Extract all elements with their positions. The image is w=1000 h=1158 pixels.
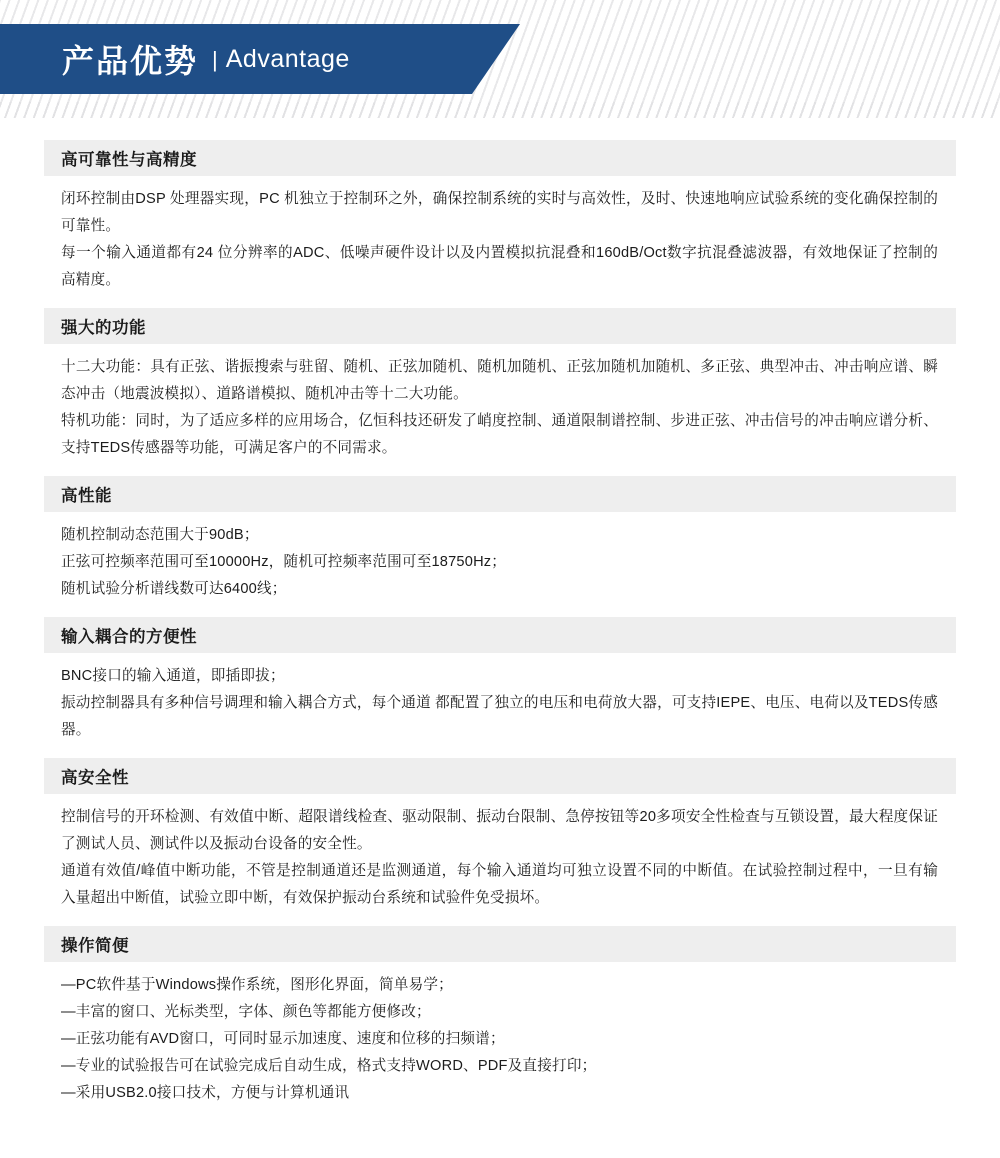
- section-body: [44, 962, 956, 1115]
- section-functions: [44, 308, 956, 470]
- section-safety: [44, 758, 956, 920]
- section-body: [44, 794, 956, 920]
- section-paragraph: 十二大功能：具有正弦、谐振搜索与驻留、随机、正弦加随机、随机加随机、正弦加随机加随机、多正弦、典型冲击、冲击响应谱、瞬态冲击（地震波模拟）、道路谱模拟、随机冲击等十二大功能。: [61, 359, 938, 402]
- section-paragraph: 通道有效值/峰值中断功能，不管是控制通道还是监测通道，每个输入通道均可独立设置不同的中断值。在试验控制过程中，一旦有输入量超出中断值，试验立即中断，有效保护振动台系统和试验件免受损坏。: [61, 863, 938, 906]
- section-paragraph: 控制信号的开环检测、有效值中断、超限谱线检查、驱动限制、振动台限制、急停按钮等20多项安全性检查与互锁设置，最大程度保证了测试人员、测试件以及振动台设备的安全性。: [61, 809, 938, 852]
- section-title: 高可靠性与高精度: [61, 151, 197, 169]
- section-paragraph: —正弦功能有AVD窗口，可同时显示加速度、速度和位移的扫频谱；: [61, 1031, 505, 1047]
- section-paragraph: —专业的试验报告可在试验完成后自动生成，格式支持WORD、PDF及直接打印；: [61, 1058, 597, 1074]
- section-input-coupling: [44, 617, 956, 752]
- section-header: [44, 308, 956, 344]
- banner-title-group: [0, 24, 520, 94]
- section-body: [44, 176, 956, 302]
- section-header: [44, 617, 956, 653]
- section-body: [44, 344, 956, 470]
- advantage-content: [0, 118, 1000, 1115]
- section-paragraph: —丰富的窗口、光标类型，字体、颜色等都能方便修改；: [61, 1004, 431, 1020]
- section-title: 高安全性: [61, 769, 129, 787]
- banner-title-chinese: 产品优势: [62, 43, 199, 79]
- section-paragraph: —采用USB2.0接口技术，方便与计算机通讯: [61, 1085, 350, 1101]
- banner-title-english: Advantage: [225, 44, 350, 73]
- section-header: [44, 926, 956, 962]
- section-title: 强大的功能: [61, 319, 146, 337]
- section-paragraph: 闭环控制由DSP 处理器实现，PC 机独立于控制环之外，确保控制系统的实时与高效性，及时、快速地响应试验系统的变化确保控制的可靠性。: [61, 191, 938, 234]
- banner-bottom-stripe-pattern: [0, 102, 1000, 118]
- section-reliability: [44, 140, 956, 302]
- section-title: 操作简便: [61, 937, 129, 955]
- section-paragraph: 随机控制动态范围大于90dB；: [61, 527, 259, 543]
- section-paragraph: 每一个输入通道都有24 位分辨率的ADC、低噪声硬件设计以及内置模拟抗混叠和160dB/Oct数字抗混叠滤波器，有效地保证了控制的高精度。: [61, 245, 938, 288]
- page-banner: [0, 0, 1000, 118]
- section-header: [44, 140, 956, 176]
- section-paragraph: 振动控制器具有多种信号调理和输入耦合方式，每个通道 都配置了独立的电压和电荷放大器，可支持IEPE、电压、电荷以及TEDS传感器。: [61, 695, 938, 738]
- section-title: 输入耦合的方便性: [61, 628, 197, 646]
- section-paragraph: 特机功能：同时，为了适应多样的应用场合，亿恒科技还研发了峭度控制、通道限制谱控制、步进正弦、冲击信号的冲击响应谱分析、支持TEDS传感器等功能，可满足客户的不同需求。: [61, 413, 938, 456]
- section-header: [44, 476, 956, 512]
- section-paragraph: —PC软件基于Windows操作系统，图形化界面，简单易学；: [61, 977, 453, 993]
- section-header: [44, 758, 956, 794]
- section-body: [44, 653, 956, 752]
- section-ease-of-use: [44, 926, 956, 1115]
- banner-title-separator: |: [212, 47, 218, 72]
- section-body: [44, 512, 956, 611]
- section-paragraph: 正弦可控频率范围可至10000Hz，随机可控频率范围可至18750Hz；: [61, 554, 507, 570]
- section-title: 高性能: [61, 487, 112, 505]
- section-paragraph: BNC接口的输入通道，即插即拔；: [61, 668, 285, 684]
- section-performance: [44, 476, 956, 611]
- section-paragraph: 随机试验分析谱线数可达6400线；: [61, 581, 287, 597]
